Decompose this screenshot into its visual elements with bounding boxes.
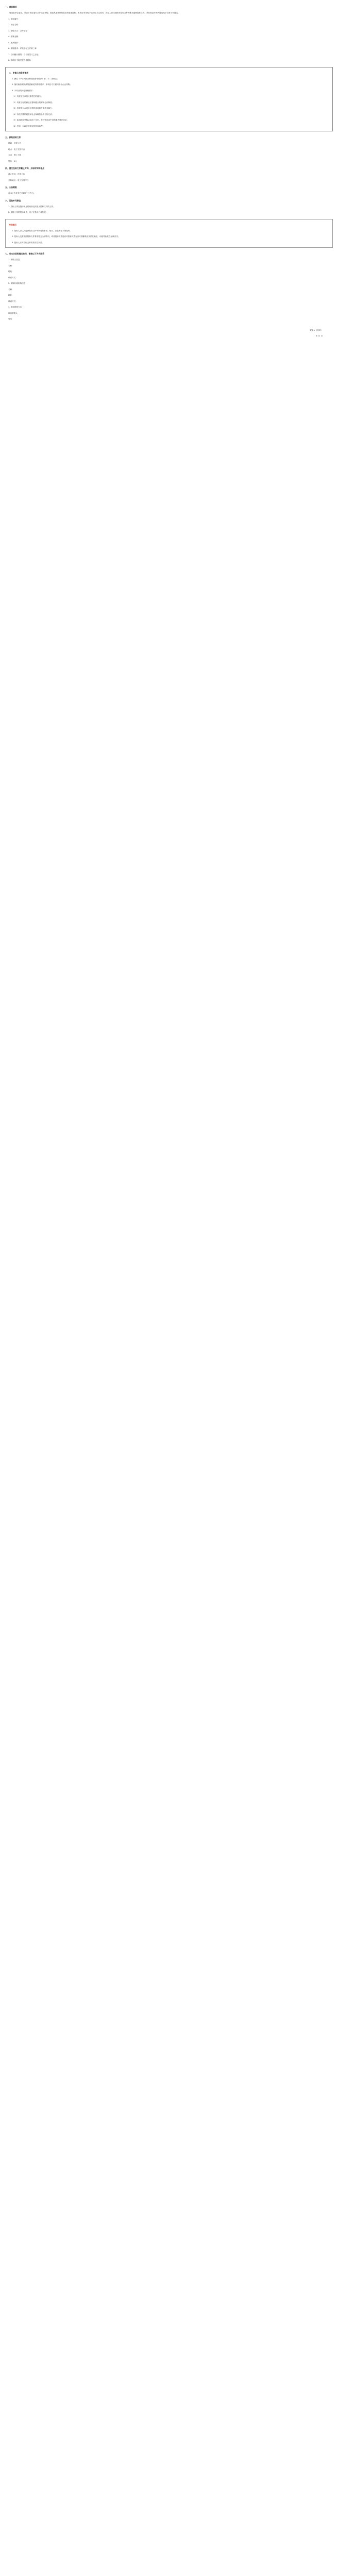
document-title: 一、项目概况 — [5, 6, 17, 8]
list-item: 名称： — [8, 264, 14, 267]
list-item: 自本公告发布之日起5个工作日。 — [8, 192, 36, 194]
list-item: 1. 项目编号： — [8, 18, 20, 20]
list-item: 8. 本项目不接受联合体投标 — [8, 59, 31, 61]
section-heading: 五、公告期限 — [5, 186, 17, 189]
list-item: 地址： — [8, 270, 14, 273]
list-item: 1. 满足《中华人民共和国政府采购法》第二十二条规定； — [12, 77, 59, 80]
section-box-qualifications — [5, 67, 333, 132]
list-item: 电话： — [8, 318, 14, 320]
list-item: （6）法律、行政法规规定的其他条件。 — [12, 125, 45, 127]
notice-box — [5, 219, 333, 248]
section-heading: 七、对本次招标提出询问，请按以下方式联系 — [5, 252, 44, 255]
section-notice-period — [5, 184, 333, 197]
list-item: 6. 采购需求：详见招标文件第三章 — [8, 47, 37, 49]
project-info-list — [5, 16, 333, 64]
list-item: （1）具有独立承担民事责任的能力； — [12, 95, 43, 97]
list-item: 2. 逾期上传的投标文件，电子交易平台将拒收。 — [8, 211, 48, 213]
section-deadline — [5, 165, 333, 183]
list-item: 2. 投标人没有按照招标文件要求提交全部资料，或者投标文件没有对招标文件在各方面都做出实质性响应，可能导致其投标被否决。 — [12, 235, 120, 238]
list-item: 4. 预算金额： — [8, 36, 20, 38]
list-item: 1. 投标人应认真阅读招标文件中所有的事项、格式、条款和技术规范等。 — [12, 229, 72, 232]
list-item: 5. 最高限价： — [8, 41, 20, 44]
list-item: 7. 合同履行期限：自合同签订之日起 — [8, 53, 39, 56]
list-item: （3）具有履行合同所必需的设备和专业技术能力； — [12, 107, 54, 109]
section-heading: 二、申请人的资格要求 — [9, 71, 28, 74]
list-item: 地点：电子交易平台 — [8, 148, 25, 150]
section-obtain-documents — [5, 134, 333, 164]
section-heading: 四、提交投标文件截止时间、开标时间和地点 — [5, 167, 44, 170]
list-item: 1. 投标人须在投标截止时间前完成电子投标文件的上传。 — [8, 205, 55, 208]
list-item: 3. 项目联系方式 — [8, 306, 22, 308]
list-item: 3. 采购方式：公开招标 — [8, 29, 27, 32]
list-item: 开标地点：电子交易平台 — [8, 179, 29, 181]
document-body — [0, 0, 338, 340]
section-heading: 六、其他补充事宜 — [5, 199, 21, 202]
list-item: 2. 采购代理机构信息 — [8, 282, 26, 284]
list-item: 时间：详见公告 — [8, 142, 22, 144]
list-item: 2. 项目名称： — [8, 24, 20, 26]
section-heading: 三、获取招标文件 — [5, 136, 21, 139]
list-item: 方式：网上下载 — [8, 154, 22, 156]
list-item: （4）有依法缴纳税收和社会保障资金的良好记录； — [12, 113, 54, 115]
section-contact — [5, 251, 333, 323]
list-item: 地址： — [8, 294, 14, 296]
list-item: 2. 落实政府采购政策需满足的资格要求：本项目专门面向中小企业采购； — [12, 83, 72, 86]
list-item: 1. 采购人信息 — [8, 259, 20, 261]
list-item: 联系方式： — [8, 276, 18, 279]
list-item: （2）具有良好的商业信誉和健全的财务会计制度； — [12, 101, 54, 104]
list-item: 名称： — [8, 288, 14, 291]
notice-title: 特别提示 — [9, 223, 17, 226]
list-item: 联系方式： — [8, 300, 18, 302]
list-item: 3. 投标人应对投标文件的真实性负责。 — [12, 241, 44, 244]
section-other-matters — [5, 198, 333, 216]
sign-date: 年 月 日 — [315, 335, 323, 337]
intro-paragraph: 受某某单位委托，对以下项目进行公开招标采购，欢迎具备条件的供应商参加投标。本项目采用电子招投标方式进行，投标人应当按照本招标文件的要求编制投标文件，并在规定时间内通过电子交易平台提交。 — [9, 12, 180, 14]
list-item: 项目联系人： — [8, 312, 20, 314]
list-item: 售价：0元 — [8, 160, 17, 162]
list-item: 3. 本项目的特定资格要求： — [12, 89, 35, 92]
list-item: 截止时间：详见公告 — [8, 173, 25, 175]
signature-block — [5, 328, 333, 340]
list-item: （5）参加政府采购活动前三年内，在经营活动中没有重大违法记录； — [12, 119, 69, 121]
sign-org: 采购人（盖章） — [309, 329, 323, 331]
